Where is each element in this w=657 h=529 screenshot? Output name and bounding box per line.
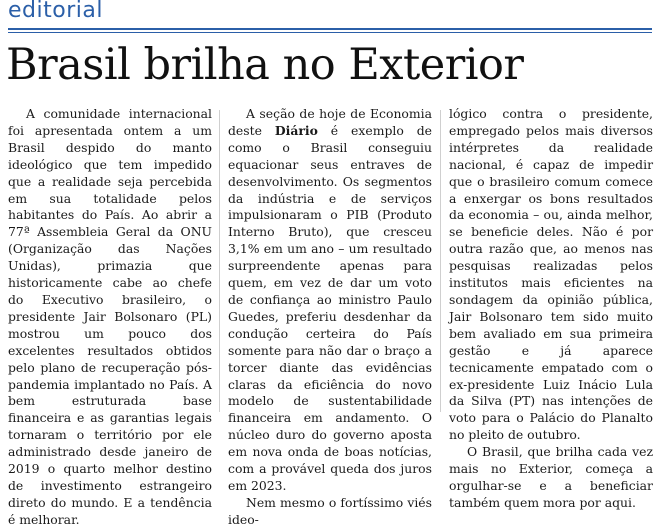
column-2 [228, 106, 433, 527]
headline: Brasil brilha no Exterior [6, 40, 524, 90]
column-1 [8, 106, 212, 527]
column-divider-2 [440, 110, 441, 412]
column-3-paragraph-2: O Brasil, que brilha cada vez mais no Exterior, começa a orgulhar-se e a beneficiar também quem mora por aqui. [449, 444, 653, 510]
section-rule-bottom [8, 32, 652, 33]
column-divider-1 [219, 110, 220, 412]
paragraph-text: é exemplo de como o Brasil conseguiu equacionar seus entraves de desenvolvimento. Os segmentos da indústria e de serviços impulsionaram o PIB (Produto Interno Bruto), que cresceu 3,1% em um ano – um resultado surpreendente apenas para quem, em vez de dar um voto de confiança ao ministro Paulo Guedes, preferiu desdenhar da condução certeira do País somente para não dar o braço a torcer diante das evidências claras da eficiência do novo modelo de sustentabilidade financeira em andamento. O núcleo duro do governo aposta em nova onda de boas notícias, com a provável queda dos juros em 2023. [228, 122, 433, 493]
column-2-paragraph-1 [228, 106, 432, 495]
section-tag: editorial [8, 0, 103, 23]
paragraph-text: A seção de hoje de Economia deste [228, 106, 432, 138]
newspaper-name: Diário [274, 122, 318, 138]
column-3 [449, 106, 653, 510]
column-3-paragraph-1: lógico contra o presidente, empregado pelos mais diversos intérpretes da realidade nacional, é capaz de impedir que o brasileiro comum comece a enxergar os bons resultados da economia – ou, ainda melhor, se beneficie deles. Não é por outra razão que, ao menos nas pesquisas realizadas pelos institutos mais eficientes na sondagem da opinião pública, Jair Bolsonaro tem sido muito bem avaliado em sua primeira gestão e já aparece tecnicamente empatado com o ex-presidente Luiz Inácio Lula da Silva (PT) nas intenções de voto para o Palácio do Planalto no pleito de outubro. [449, 106, 653, 443]
column-1-paragraph: A comunidade internacional foi apresentada ontem a um Brasil despido do manto ideológico que tem impedido que a realidade seja percebida em sua totalidade pelos habitantes do País. Ao abrir a 77ª Assembleia Geral da ONU (Organização das Nações Unidas), primazia que historicamente cabe ao chefe do Executivo brasileiro, o presidente Jair Bolsonaro (PL) mostrou um pouco dos excelentes resultados obtidos pelo plano de recuperação pós-pandemia implantado no País. A bem estruturada base financeira e as garantias legais tornaram o território por ele administrado desde janeiro de 2019 o quarto melhor destino de investimento estrangeiro direto do mundo. E a tendência é melhorar. [8, 106, 212, 527]
section-rule-top [8, 28, 652, 30]
column-2-paragraph-2: Nem mesmo o fortíssimo viés ideo- [228, 494, 432, 527]
